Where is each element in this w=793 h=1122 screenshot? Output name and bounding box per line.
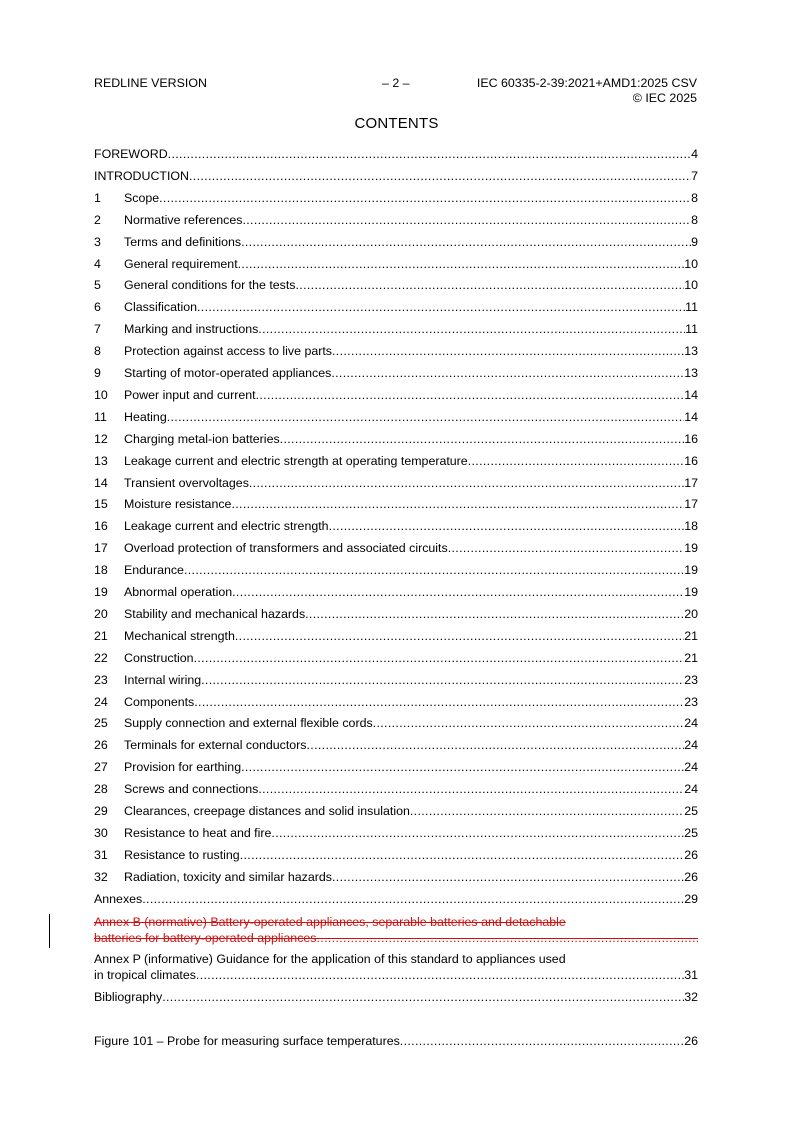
toc-entry[interactable] (94, 277, 698, 293)
toc-label: Transient overvoltages (124, 475, 249, 490)
toc-entry[interactable] (94, 343, 698, 359)
toc-leader-dots (231, 496, 684, 512)
toc-clause-number: 14 (94, 475, 108, 490)
toc-entry[interactable] (94, 650, 698, 666)
toc-page-number: 25 (684, 825, 698, 840)
toc-page-number: 9 (691, 234, 698, 249)
toc-entry[interactable] (94, 212, 698, 228)
toc-entry[interactable] (94, 321, 698, 337)
toc-entry[interactable] (94, 475, 698, 491)
toc-page-number: 23 (684, 672, 698, 687)
toc-page-number: 25 (684, 804, 698, 818)
toc-clause-number: 20 (94, 606, 108, 621)
toc-label: Marking and instructions (124, 322, 259, 337)
toc-entry[interactable] (94, 234, 698, 250)
toc-page-number: 21 (684, 650, 698, 665)
toc-leader-dots (201, 672, 684, 688)
toc-page-number: 24 (684, 738, 698, 753)
toc-clause-number: 5 (94, 278, 101, 293)
deleted-annex-line1: Annex B (normative) Battery-operated appliances, separable batteries and detachable (94, 915, 566, 929)
toc-page-number: 8 (691, 212, 698, 227)
toc-page-number: 21 (684, 628, 698, 643)
toc-clause-number: 18 (94, 563, 108, 578)
header-standard-number: IEC 60335-2-39:2021+AMD1:2025 CSV (476, 76, 697, 90)
toc-label: Abnormal operation (124, 585, 233, 599)
toc-leader-dots (162, 989, 684, 1005)
header-document-type: REDLINE VERSION (94, 76, 207, 90)
toc-label: Radiation, toxicity and similar hazards (124, 869, 332, 884)
toc-clause-number: 6 (94, 300, 101, 315)
toc-clause-number: 28 (94, 782, 108, 797)
toc-entry[interactable] (94, 365, 698, 381)
change-bar (49, 914, 50, 948)
toc-label: Leakage current and electric strength at operating temperature (124, 453, 468, 468)
toc-label: Charging metal-ion batteries (124, 431, 280, 446)
toc-entry[interactable] (94, 409, 698, 425)
toc-leader-dots (241, 759, 684, 775)
toc-page-number: 24 (684, 782, 698, 797)
toc-clause-number: 22 (94, 650, 108, 665)
toc-entry[interactable] (94, 672, 698, 688)
toc-clause-number: 30 (94, 825, 108, 840)
toc-entry[interactable] (94, 584, 698, 600)
toc-label: Screws and connections (124, 782, 259, 797)
toc-leader-dots (194, 650, 685, 666)
toc-clause-number: 4 (94, 256, 101, 271)
toc-leader-dots (238, 256, 685, 272)
toc-entry[interactable] (94, 387, 698, 403)
toc-label: FOREWORD (94, 147, 168, 161)
toc-clause-number: 3 (94, 234, 101, 249)
toc-entry[interactable] (94, 803, 698, 819)
toc-leader-dots (329, 518, 685, 534)
toc-leader-dots (242, 212, 691, 228)
toc-leader-dots (142, 891, 684, 907)
toc-page-number: 26 (684, 869, 698, 884)
toc-label: Mechanical strength (124, 628, 235, 643)
toc-page-number: 16 (684, 453, 698, 468)
toc-page-number: 19 (684, 541, 698, 556)
toc-leader-dots (249, 475, 684, 491)
toc-clause-number: 32 (94, 869, 108, 884)
toc-entry[interactable] (94, 168, 698, 184)
toc-label: Classification (124, 300, 197, 315)
toc-clause-number: 19 (94, 585, 108, 599)
toc-entry[interactable] (94, 847, 698, 863)
toc-page-number: 8 (691, 190, 698, 205)
toc-label: Leakage current and electric strength (124, 519, 329, 534)
toc-label: Provision for earthing (124, 760, 242, 775)
toc-clause-number: 16 (94, 519, 108, 534)
toc-entry[interactable] (94, 146, 698, 162)
toc-label: Normative references (124, 212, 243, 227)
toc-entry[interactable] (94, 715, 698, 731)
toc-leader-dots (256, 387, 685, 403)
toc-page-number: 17 (684, 497, 698, 512)
toc-page-number: 11 (685, 300, 698, 315)
toc-leader-dots (184, 562, 684, 578)
toc-leader-dots (159, 190, 691, 206)
toc-leader-dots (168, 146, 691, 162)
toc-entry[interactable] (94, 540, 698, 556)
toc-clause-number: 8 (94, 344, 101, 359)
toc-clause-number: 2 (94, 212, 101, 227)
toc-clause-number: 24 (94, 694, 108, 709)
toc-entry[interactable] (94, 825, 698, 841)
toc-page-number: 16 (684, 431, 698, 446)
toc-leader-dots (448, 540, 685, 556)
toc-label: Stability and mechanical hazards (124, 606, 306, 621)
header-copyright: © IEC 2025 (632, 91, 697, 105)
toc-entry-bibliography[interactable] (94, 989, 698, 1005)
toc-label: Overload protection of transformers and associated circuits (124, 541, 448, 556)
toc-entry[interactable] (94, 606, 698, 622)
toc-page-number: 7 (691, 168, 698, 183)
toc-page-number: 19 (684, 585, 698, 599)
toc-page-number: 19 (684, 563, 698, 578)
toc-label: Terms and definitions (124, 234, 242, 249)
toc-entry[interactable] (94, 781, 698, 797)
toc-label: Starting of motor-operated appliances (124, 366, 332, 380)
toc-leader-dots (305, 606, 684, 622)
toc-entry[interactable] (94, 518, 698, 534)
toc-entry[interactable] (94, 299, 698, 315)
toc-leader-dots (373, 715, 685, 731)
toc-leader-dots (296, 277, 685, 293)
toc-label: Resistance to heat and fire (124, 825, 272, 840)
toc-label: Terminals for external conductors (124, 738, 307, 753)
toc-entry-annex-p[interactable] (94, 951, 698, 983)
toc-leader-dots (189, 168, 691, 184)
toc-leader-dots (196, 967, 684, 983)
toc-label: Components (124, 694, 195, 709)
toc-clause-number: 17 (94, 541, 108, 556)
toc-page-number: 13 (684, 366, 698, 380)
toc-page-number: 32 (684, 990, 698, 1004)
toc-clause-number: 26 (94, 738, 108, 753)
toc-clause-number: 31 (94, 847, 108, 862)
toc-leader-dots (410, 803, 684, 819)
toc-page-number: 4 (691, 147, 698, 161)
toc-label: Protection against access to live parts (124, 344, 332, 359)
header-standard-id (477, 76, 697, 106)
header-page-number: – 2 – (382, 76, 410, 90)
toc-clause-number: 12 (94, 431, 108, 446)
toc-leader-dots (331, 365, 684, 381)
toc-leader-dots (235, 628, 684, 644)
deleted-annex-line2: batteries for battery-operated appliances (94, 931, 317, 945)
toc-page-number: 14 (684, 387, 698, 402)
page-title: CONTENTS (354, 115, 439, 132)
toc-clause-number: 1 (94, 190, 101, 205)
toc-page-number: 26 (684, 847, 698, 862)
deleted-annex-entry (94, 914, 698, 946)
toc-leader-dots (241, 234, 691, 250)
toc-clause-number: 7 (94, 322, 101, 337)
toc-entry[interactable] (94, 869, 698, 885)
toc-entry[interactable] (94, 628, 698, 644)
toc-leader-dots (271, 825, 684, 841)
toc-leader-dots (307, 737, 685, 753)
toc-label: Heating (124, 409, 167, 424)
toc-entry[interactable] (94, 256, 698, 272)
toc-page-number: 24 (684, 760, 698, 775)
toc-page-number: 29 (684, 891, 698, 906)
toc-clause-number: 21 (94, 628, 108, 643)
deleted-annex-leader (316, 930, 698, 946)
toc-page-number: 20 (684, 606, 698, 621)
toc-label: Supply connection and external flexible cords (124, 716, 373, 731)
toc-clause-number: 10 (94, 387, 108, 402)
toc-label: Power input and current (124, 387, 256, 402)
toc-clause-number: 27 (94, 760, 108, 775)
toc-leader-dots (167, 409, 684, 425)
toc-leader-dots (197, 299, 685, 315)
annex-p-line2: in tropical climates (94, 968, 196, 982)
toc-leader-dots (232, 584, 684, 600)
toc-label: Figure 101 – Probe for measuring surface temperatures (94, 1034, 400, 1048)
toc-clause-number: 11 (94, 409, 107, 424)
toc-entry[interactable] (94, 431, 698, 447)
toc-page-number: 14 (684, 409, 698, 424)
toc-clause-number: 15 (94, 497, 108, 512)
toc-page-number: 24 (684, 716, 698, 731)
toc-clause-number: 13 (94, 453, 108, 468)
toc-page-number: 23 (684, 694, 698, 709)
toc-leader-dots (332, 343, 684, 359)
toc-page-number: 10 (684, 256, 698, 271)
toc-label: Moisture resistance (124, 497, 232, 512)
toc-leader-dots (332, 869, 684, 885)
toc-leader-dots (280, 431, 685, 447)
toc-leader-dots (258, 781, 684, 797)
toc-leader-dots (468, 453, 685, 469)
toc-entry[interactable] (94, 190, 698, 206)
toc-leader-dots (240, 847, 685, 863)
toc-label: Construction (124, 650, 194, 665)
toc-page-number: 10 (684, 278, 698, 293)
toc-page-number: 31 (684, 968, 698, 982)
toc-entry[interactable] (94, 496, 698, 512)
toc-label: Clearances, creepage distances and solid insulation (124, 804, 410, 818)
toc-entry[interactable] (94, 737, 698, 753)
toc-leader-dots (400, 1033, 684, 1049)
toc-entry[interactable] (94, 891, 698, 907)
toc-clause-number: 23 (94, 672, 108, 687)
toc-leader-dots (194, 694, 684, 710)
toc-label: Resistance to rusting (124, 847, 240, 862)
toc-entry[interactable] (94, 694, 698, 710)
toc-leader-dots (258, 321, 685, 337)
annex-p-line2-row (94, 967, 698, 983)
toc-label: Internal wiring (124, 672, 202, 687)
toc-label: Endurance (124, 563, 184, 578)
toc-clause-number: 9 (94, 366, 101, 380)
toc-clause-number: 29 (94, 804, 108, 818)
toc-label: INTRODUCTION (94, 168, 189, 183)
toc-label: General requirement (124, 256, 238, 271)
toc-page-number: 26 (684, 1034, 698, 1048)
toc-label: Bibliography (94, 990, 163, 1004)
annex-p-line1: Annex P (informative) Guidance for the application of this standard to appliances used (94, 952, 566, 966)
toc-page-number: 13 (684, 344, 698, 359)
deleted-annex-line2-row (94, 930, 698, 946)
toc-page-number: 11 (685, 322, 698, 337)
toc-entry[interactable] (94, 453, 698, 469)
toc-entry-figure-101[interactable] (94, 1033, 698, 1049)
toc-entry[interactable] (94, 759, 698, 775)
toc-entry[interactable] (94, 562, 698, 578)
toc-label: Scope (124, 190, 160, 205)
toc-page-number: 18 (684, 519, 698, 534)
toc-label: Annexes (94, 891, 143, 906)
toc-label: General conditions for the tests (124, 278, 296, 293)
toc-page-number: 17 (684, 475, 698, 490)
toc-clause-number: 25 (94, 716, 108, 731)
